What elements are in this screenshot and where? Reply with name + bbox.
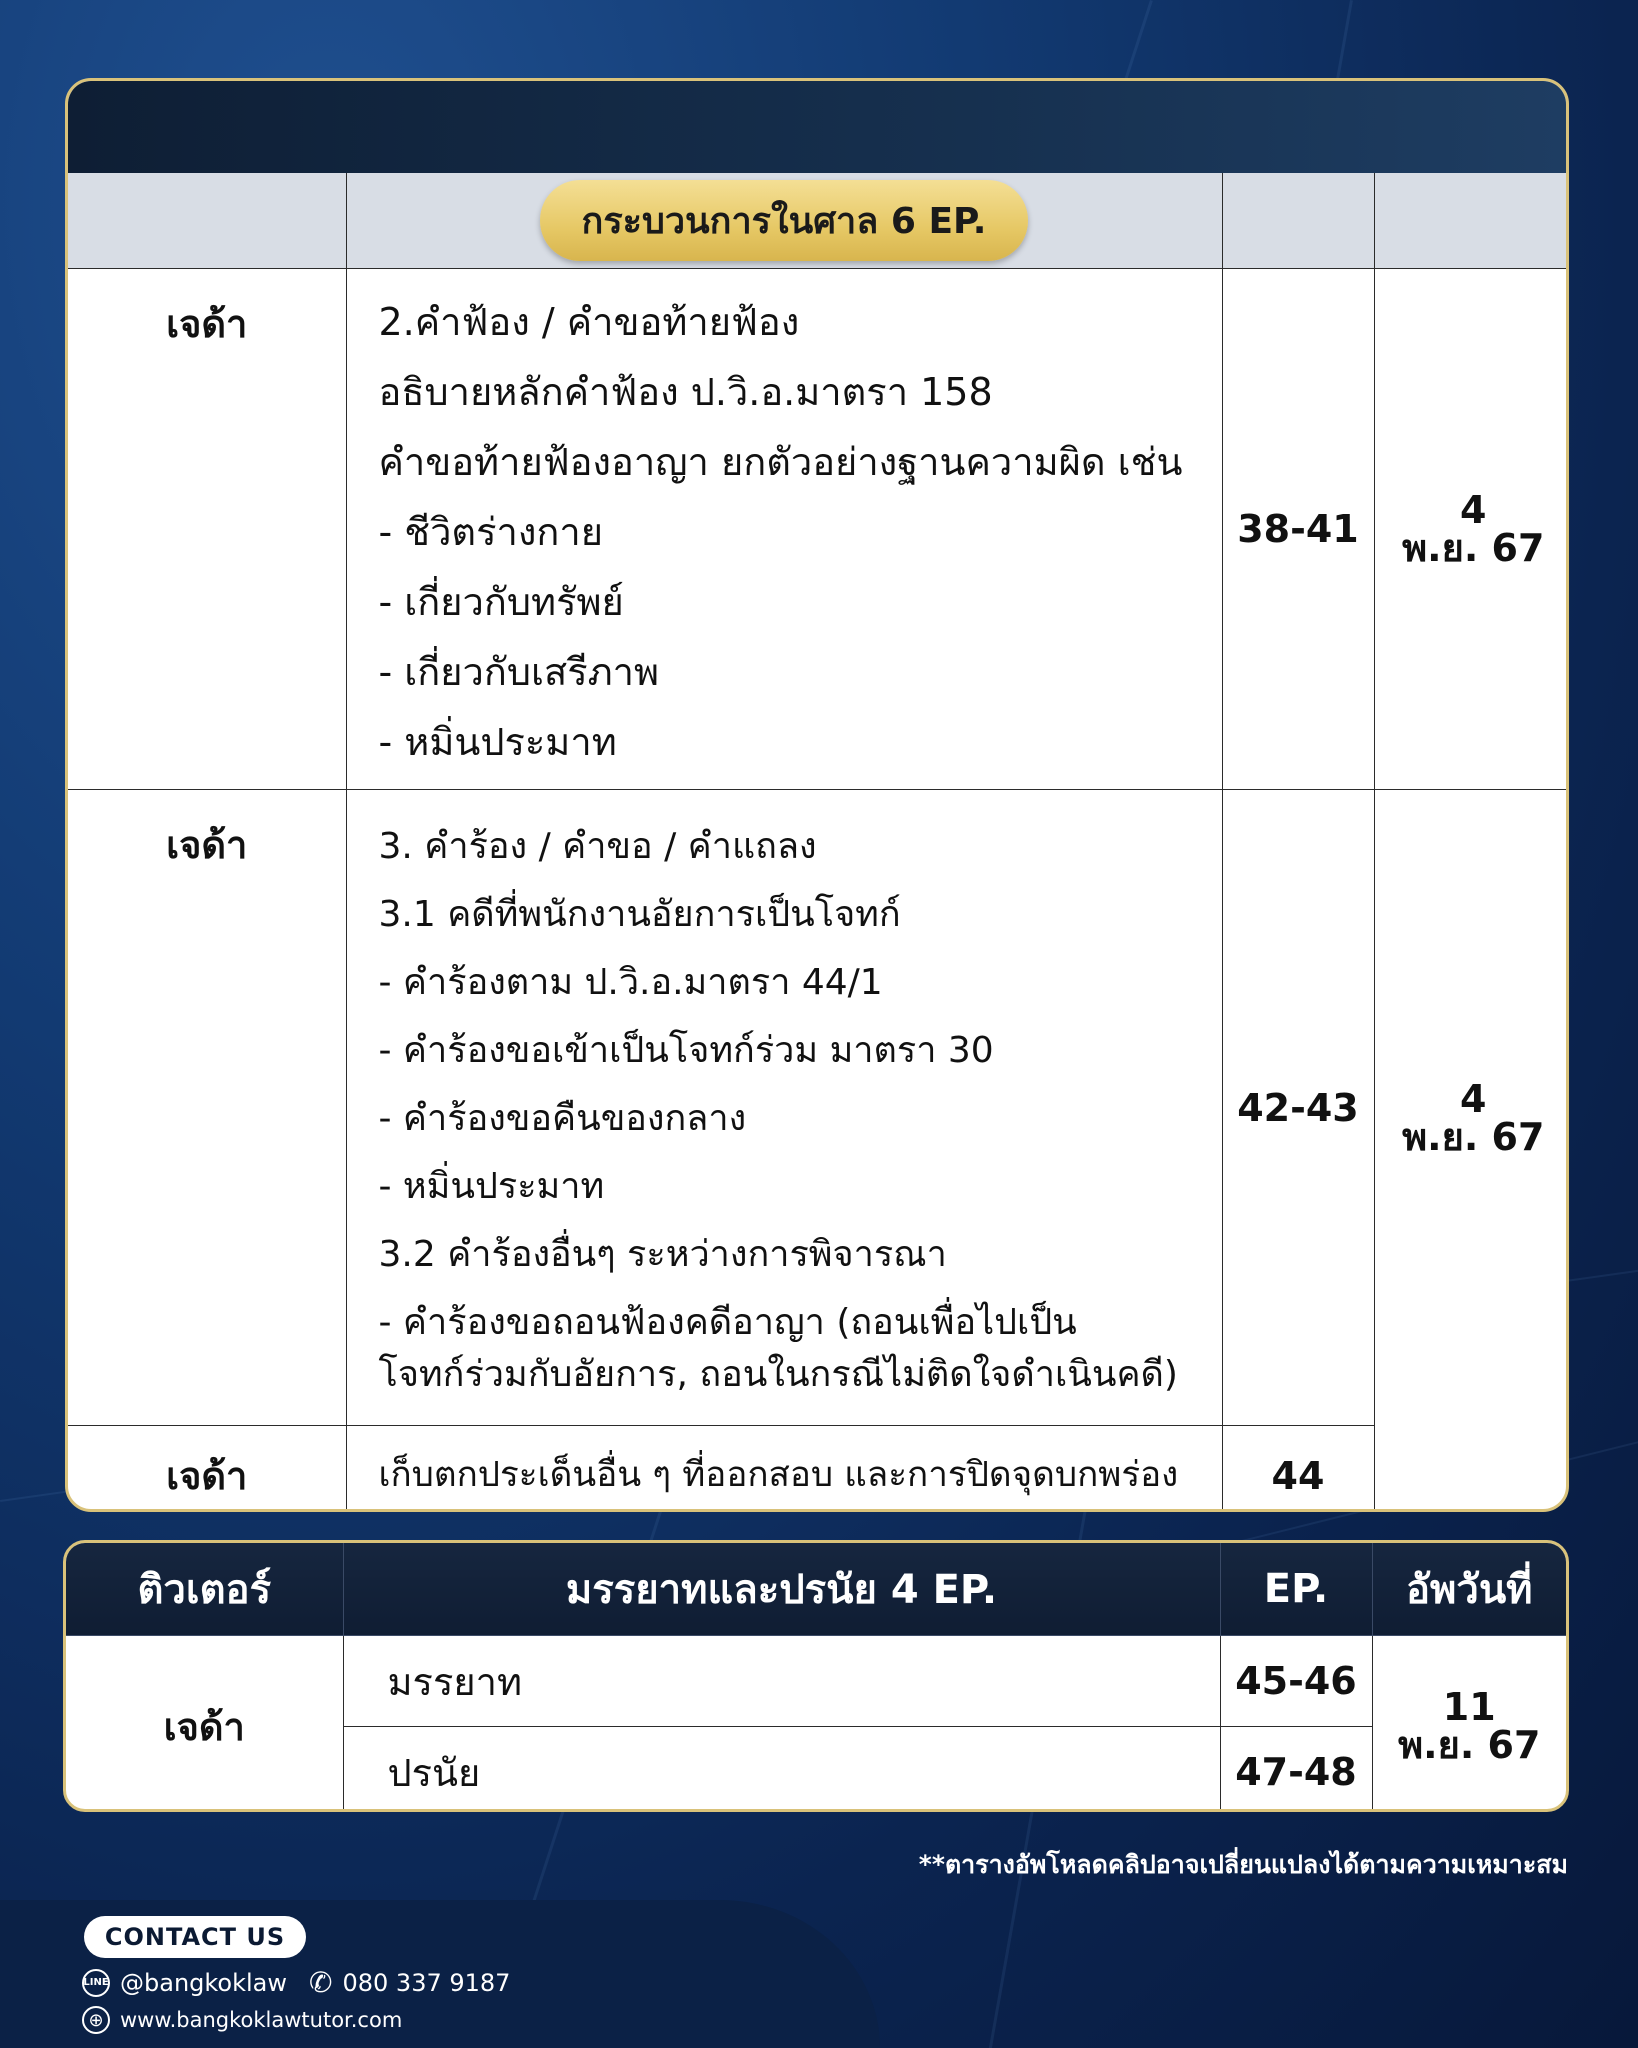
upload-date-month: พ.ย. 67 [1402,526,1545,570]
topic-line: 3. คำร้อง / คำขอ / คำแถลง [378,825,817,867]
topic-line: 3.2 คำร้องอื่นๆ ระหว่างการพิจารณา [378,1233,947,1275]
line-app-icon: LINE [82,1969,110,1997]
tutor-name: เจด้า [68,1426,346,1513]
header-ep: EP. [1220,1543,1372,1636]
topic-line: โจทก์ร่วมกับอัยการ, ถอนในกรณีไม่ติดใจดำเนินคดี) [378,1353,1178,1395]
episode-range: 47-48 [1220,1727,1372,1813]
phone-icon: ✆ [309,1966,333,1999]
section-title-pill: กระบวนการในศาล 6 EP. [540,180,1029,261]
topic-content [346,790,1222,1426]
upload-date [1374,790,1569,1513]
website-link[interactable]: www.bangkoklawtutor.com [120,2008,403,2032]
header-title-cell [346,173,1222,269]
schedule-table-ethics [66,1543,1566,1812]
topic-content [346,269,1222,790]
topic-line: - เกี่ยวกับทรัพย์ [378,580,624,624]
topic-cell: ปรนัย [343,1727,1220,1813]
episode-range: 38-41 [1222,269,1374,790]
header-topic: มรรยาทและปรนัย 4 EP. [343,1543,1220,1636]
tutor-name: เจด้า [68,269,346,790]
topic-line: 3.1 คดีที่พนักงานอัยการเป็นโจทก์ [378,893,901,935]
upload-date-day: 4 [1460,1077,1487,1121]
topic-line: - หมิ่นประมาท [378,720,617,764]
table-row [68,269,1569,790]
tutor-name: เจด้า [66,1636,343,1813]
tutor-name: เจด้า [68,790,346,1426]
upload-date-day: 4 [1460,488,1487,532]
upload-date-month: พ.ย. 67 [1398,1723,1541,1768]
table-row [68,790,1569,1426]
header-date-cell [1374,173,1569,269]
episode-range: 44 [1222,1426,1374,1513]
table-row [66,1636,1566,1727]
line-id-link[interactable]: @bangkoklaw [120,1968,288,1997]
topic-line: - คำร้องขอเข้าเป็นโจทก์ร่วม มาตรา 30 [378,1029,994,1071]
card-header-bar [68,81,1566,173]
table-row [68,1426,1569,1513]
header-tutor: ติวเตอร์ [66,1543,343,1636]
header-ep-cell [1222,173,1374,269]
topic-line: 2.คำฟ้อง / คำขอท้ายฟ้อง [378,300,800,344]
globe-icon: ⊕ [82,2006,110,2034]
schedule-card-court-process [65,78,1569,1512]
upload-date [1374,269,1569,790]
topic-cell: มรรยาท [343,1636,1220,1727]
episode-range: 42-43 [1222,790,1374,1426]
contact-us-badge: CONTACT US [84,1916,306,1958]
schedule-card-ethics [63,1540,1569,1812]
upload-date-day: 11 [1442,1685,1496,1730]
footer-contact-row [82,1966,510,1999]
topic-line: อธิบายหลักคำฟ้อง ป.วิ.อ.มาตรา 158 [378,370,993,414]
topic-line: คำขอท้ายฟ้องอาญา ยกตัวอย่างฐานความผิด เช่น [378,440,1183,484]
footer-website-row [82,2006,402,2034]
topic-content [346,1426,1222,1513]
header-date: อัพวันที่ [1372,1543,1566,1636]
schedule-table-court [68,173,1569,1512]
topic-line: - คำร้องขอถอนฟ้องคดีอาญา (ถอนเพื่อไปเป็น [378,1301,1077,1343]
topic-line: - ชีวิตร่างกาย [378,510,604,554]
upload-date-month: พ.ย. 67 [1402,1115,1545,1159]
episode-range: 45-46 [1220,1636,1372,1727]
topic-line: - คำร้องขอคืนของกลาง [378,1097,747,1139]
topic-line: เก็บตกประเด็นอื่น ๆ ที่ออกสอบ และการปิดจุดบกพร่อง [378,1455,1179,1496]
topic-line: - คำร้องตาม ป.วิ.อ.มาตรา 44/1 [378,961,883,1003]
phone-number-link[interactable]: 080 337 9187 [342,1968,511,1997]
upload-date [1372,1636,1566,1813]
header-tutor-cell [68,173,346,269]
topic-line: - เกี่ยวกับเสรีภาพ [378,650,660,694]
disclaimer-note: **ตารางอัพโหลดคลิปอาจเปลี่ยนแปลงได้ตามความเหมาะสม [918,1850,1568,1879]
topic-line: - หมิ่นประมาท [378,1165,605,1207]
